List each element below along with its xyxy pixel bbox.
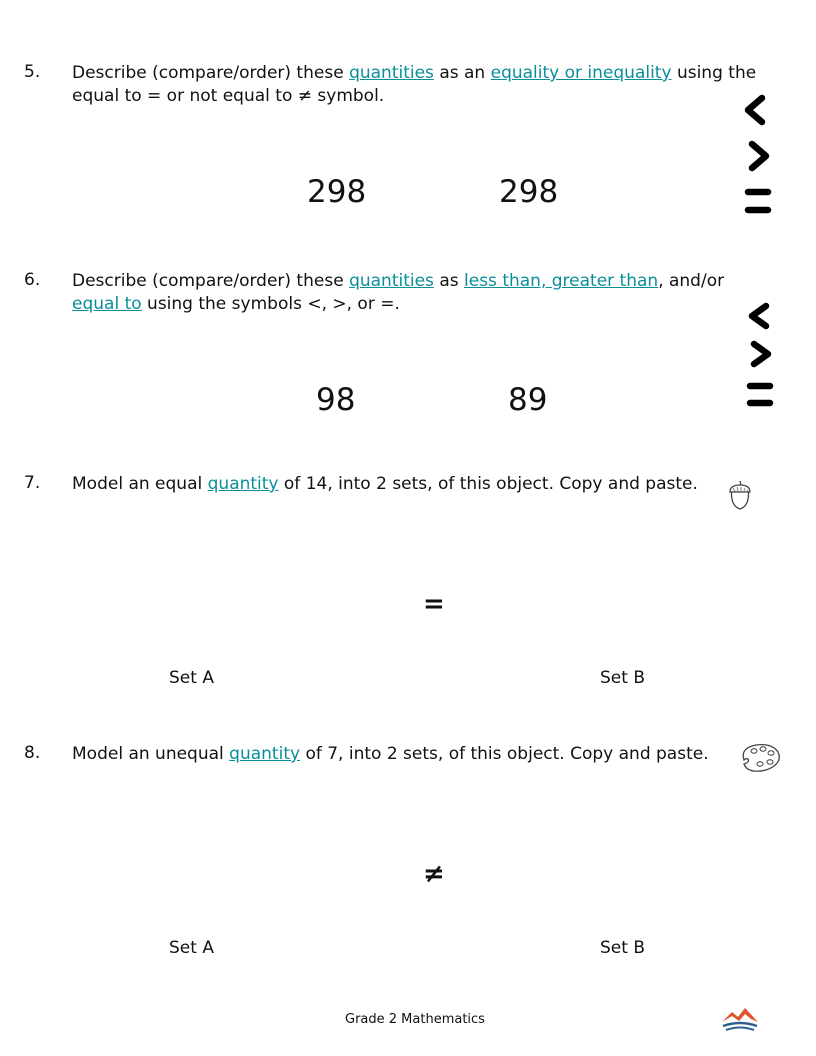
- set-a-label: Set A: [169, 668, 214, 688]
- question-6-right-value: 89: [508, 382, 548, 418]
- set-a-label: Set A: [169, 938, 214, 958]
- question-6-text-part: , and/or: [658, 271, 725, 291]
- link-quantities[interactable]: quantities: [349, 271, 434, 291]
- question-6-text-part: using the symbols <, >, or =.: [141, 294, 400, 314]
- question-5-text-part: using the equal to = or not equal to ≠ symbol.: [72, 63, 757, 106]
- link-equality-or-inequality[interactable]: equality or inequality: [490, 63, 672, 83]
- question-6-number: 6.: [24, 270, 41, 290]
- question-6-symbol-tiles: [738, 298, 778, 418]
- question-8-text-part: Model an unequal: [72, 744, 230, 764]
- question-5-text-part: Describe (compare/order) these: [72, 63, 350, 83]
- question-5-symbol-tiles: [738, 90, 778, 225]
- question-5-text-part: as an: [433, 63, 491, 83]
- greater-than-symbol-tile[interactable]: [754, 344, 768, 364]
- acorn-icon[interactable]: [726, 478, 754, 512]
- set-b-label: Set B: [600, 938, 645, 958]
- equal-symbol-tile[interactable]: [748, 192, 768, 210]
- question-5-text: [72, 62, 762, 108]
- link-quantity[interactable]: quantity: [207, 474, 279, 494]
- link-less-than-greater-than[interactable]: less than, greater than: [464, 271, 659, 291]
- question-5-right-value: 298: [499, 174, 559, 210]
- link-quantities[interactable]: quantities: [349, 63, 434, 83]
- question-6-left-value: 98: [316, 382, 356, 418]
- question-8-number: 8.: [24, 743, 41, 763]
- not-equal-symbol: ≠: [423, 859, 445, 889]
- equal-symbol-tile[interactable]: [750, 386, 770, 403]
- question-6-text-part: Describe (compare/order) these: [72, 271, 350, 291]
- question-5-left-value: 298: [307, 174, 367, 210]
- less-than-symbol-tile[interactable]: [748, 98, 762, 122]
- paint-palette-icon[interactable]: [738, 740, 784, 776]
- equal-symbol: =: [423, 589, 445, 619]
- less-than-symbol-tile[interactable]: [752, 306, 766, 326]
- link-quantity[interactable]: quantity: [229, 744, 301, 764]
- set-b-label: Set B: [600, 668, 645, 688]
- greater-than-symbol-tile[interactable]: [752, 144, 766, 168]
- question-6-text: [72, 270, 762, 316]
- question-8-text-part: of 7, into 2 sets, of this object. Copy and paste.: [300, 744, 709, 764]
- link-equal-to[interactable]: equal to: [72, 294, 142, 314]
- mountain-logo-icon: [720, 1004, 760, 1032]
- question-6-text-part: as: [433, 271, 465, 291]
- question-7-text: [72, 473, 762, 496]
- question-7-text-part: of 14, into 2 sets, of this object. Copy and paste.: [278, 474, 698, 494]
- question-7-number: 7.: [24, 473, 41, 493]
- question-5-number: 5.: [24, 62, 41, 82]
- question-7-text-part: Model an equal: [72, 474, 208, 494]
- footer-text: Grade 2 Mathematics: [345, 1012, 485, 1027]
- question-8-text: [72, 743, 762, 766]
